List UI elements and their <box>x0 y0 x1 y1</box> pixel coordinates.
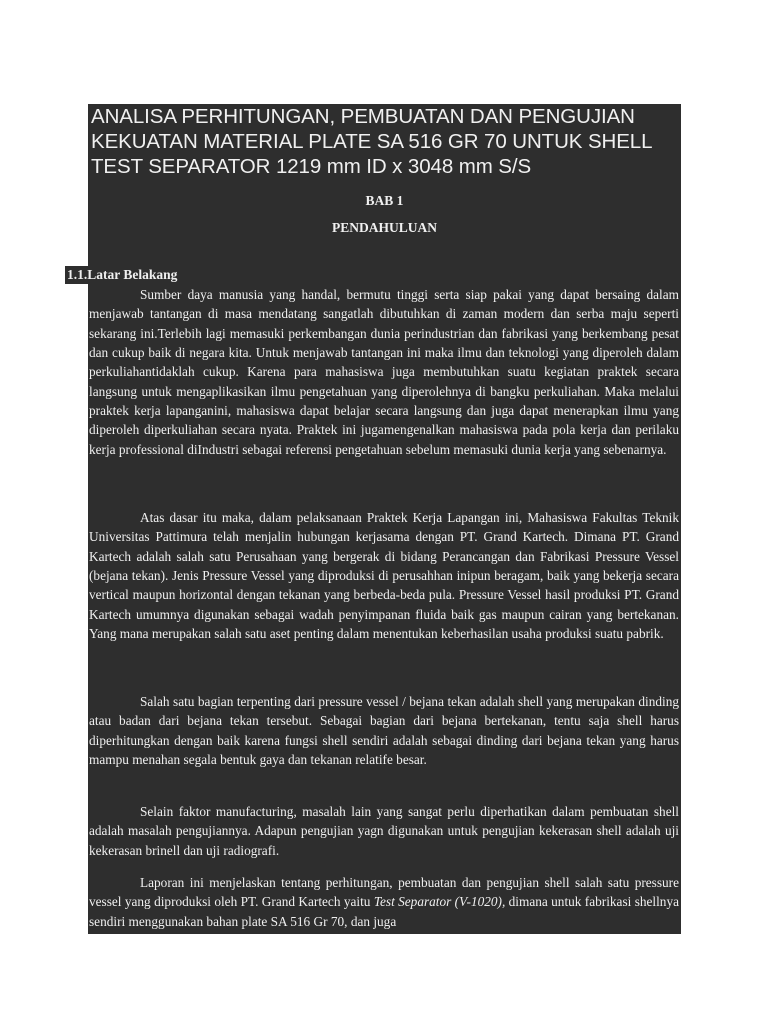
chapter-number: BAB 1 <box>365 193 404 208</box>
paragraph-5-text-b: dimana untuk fabrikasi shellnya sendiri menggunakan bahan plate SA 516 Gr 70, dan juga <box>89 894 680 929</box>
paragraph-5-text-a: Laporan ini menjelaskan tentang perhitungan, pembuatan dan pengujian shell salah satu pressure vessel yang diproduksi oleh PT. Grand Kartech yaitu <box>89 875 679 910</box>
paragraph-5-italic: Test Separator (V-1020), <box>373 894 506 910</box>
chapter-title: PENDAHULUAN <box>331 220 437 235</box>
document-title: ANALISA PERHITUNGAN, PEMBUATAN DAN PENGUJIAN KEKUATAN MATERIAL PLATE SA 516 GR 70 UNTUK SHELL TEST SEPARATOR 1219 mm ID x 3048 mm S/S <box>91 105 652 178</box>
paragraph-4: Selain faktor manufacturing, masalah lain yang sangat perlu diperhatikan dalam pembuatan shell adalah masalah pengujiannya. Adapun pengujian yagn digunakan untuk pengujian kekerasan shell adalah uji kekerasan brinell dan uji radiografi. <box>89 804 679 858</box>
paragraph-2: Atas dasar itu maka, dalam pelaksanaan Praktek Kerja Lapangan ini, Mahasiswa Fakultas Teknik Universitas Pattimura telah menjalin hubungan kerjasama dengan PT. Grand Kartech. Dimana PT. Grand Kartech adalah salah satu Perusahaan yang bergerak di bidang Perancangan dan Fabrikasi Pressure Vessel (bejana tekan). Jenis Pressure Vessel yang diproduksi di perusahhan inipun beragam, baik yang bekerja secara vertical maupun horizontal dengan tekanan yang berbeda-beda pula. Pressure Vessel hasil produksi PT. Grand Kartech umumnya digunakan sebagai wadah penyimpanan fluida baik gas maupun cairan yang bertekanan. Yang mana merupakan salah satu aset penting dalam menentukan keberhasilan usaha produksi suatu pabrik. <box>89 510 679 642</box>
paragraph-5 <box>89 873 679 931</box>
paragraph-3: Salah satu bagian terpenting dari pressure vessel / bejana tekan adalah shell yang merupakan dinding atau badan dari bejana tekan tersebut. Sebagai bagian dari bejana bertekanan, tentu saja shell harus diperhitungkan dengan baik karena fungsi shell sendiri adalah sebagai dinding dari bejana tekan yang harus mampu menahan segala bentuk gaya dan tekanan relatife besar. <box>89 694 679 768</box>
section-heading: 1.1.Latar Belakang <box>65 266 180 284</box>
paragraph-1: Sumber daya manusia yang handal, bermutu tinggi serta siap pakai yang dapat bersaing dalam menjawab tantangan di masa mendatang sangatlah dibutuhkan di zaman modern dan serba maju seperti sekarang ini.Terlebih lagi memasuki perkembangan dunia perindustrian dan fabrikasi yang berkembang pesat dan cukup baik di negara kita. Untuk menjawab tantangan ini maka ilmu dan teknologi yang diperoleh dalam perkuliahantidaklah cukup. Karena para mahasiswa juga membutuhkan suatu kegiatan praktek secara langsung untuk mengaplikasikan ilmu pengetahuan yang diperolehnya di bangku perkuliahan. Maka melalui praktek kerja lapanganini, mahasiswa dapat belajar secara langsung dan juga dapat menerapkan ilmu yang diperoleh diperkuliahan secara nyata. Praktek ini jugamengenalkan mahasiswa pada pola kerja dan perilaku kerja professional diIndustri sebagai referensi pengetahuan sebelum memasuki dunia kerja yang sebenarnya. <box>89 287 679 457</box>
